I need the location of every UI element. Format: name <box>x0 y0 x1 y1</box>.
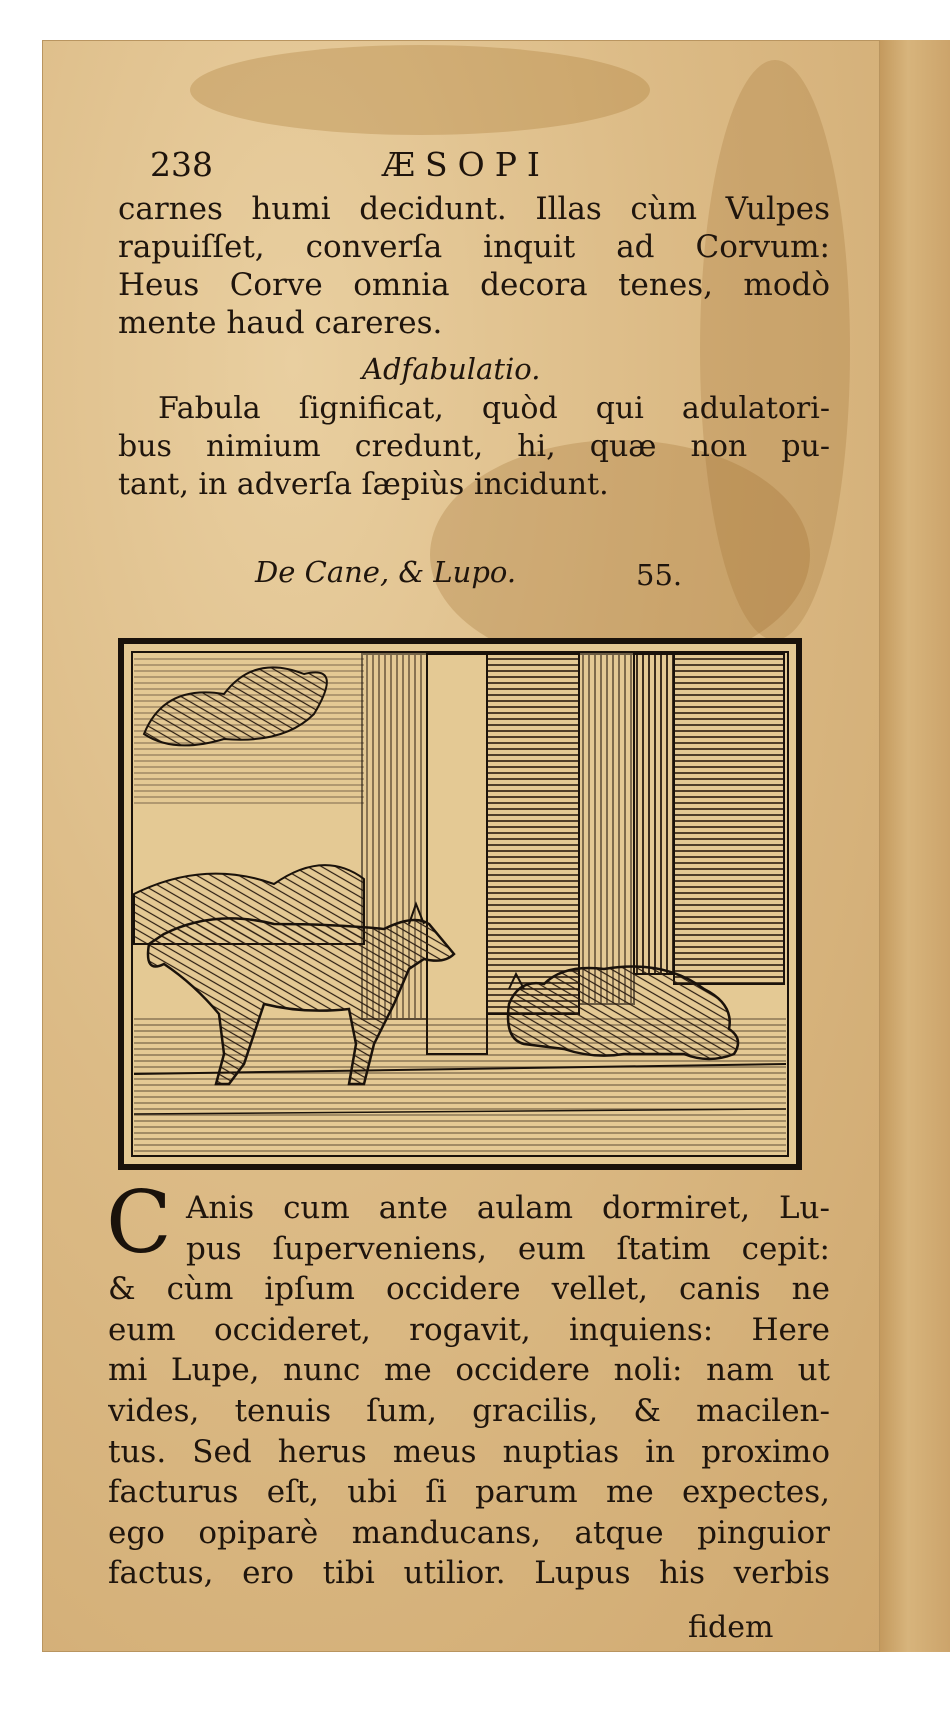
woodcut-drawing <box>124 644 796 1164</box>
fable-text <box>108 1188 830 1594</box>
fable-title: De Cane, & Lupo. <box>255 555 517 589</box>
fable-number: 55. <box>636 558 683 592</box>
page-number: 238 <box>150 145 213 184</box>
text-line: tant, in adverſa ſæpiùs incidunt. <box>118 467 609 502</box>
moral-text <box>118 390 830 504</box>
adjacent-page-edge <box>880 40 950 1652</box>
page-header <box>150 145 840 195</box>
text-line: rapuiſſet, converſa inquit ad Corvum: <box>118 229 830 265</box>
running-title: ÆSOPI <box>382 145 550 184</box>
text-line: facturus eſt, ubi ſi parum me expectes, <box>108 1474 830 1511</box>
text-line: & cùm ipſum occidere vellet, canis ne <box>108 1271 830 1308</box>
pillar <box>579 654 634 1004</box>
woodcut-illustration <box>118 638 802 1170</box>
text-line: pus ſuperveniens, eum ſtatim cepit: <box>186 1230 830 1267</box>
text-line: carnes humi decidunt. Illas cùm Vulpes <box>118 191 830 227</box>
text-line: mente haud careres. <box>118 305 443 341</box>
doorway <box>487 654 579 1014</box>
text-line: vides, tenuis ſum, gracilis, & macilen- <box>108 1392 830 1429</box>
moral-heading: Adfabulatio. <box>362 352 541 386</box>
text-line: factus, ero tibi utilior. Lupus his verbis <box>108 1555 830 1592</box>
text-line: mi Lupe, nunc me occidere noli: nam ut <box>108 1352 830 1389</box>
wall <box>427 654 487 1054</box>
text-line: eum occideret, rogavit, inquiens: Here <box>108 1311 830 1348</box>
text-line: Anis cum ante aulam dormiret, Lu- <box>186 1190 830 1226</box>
text-line: bus nimium credunt, hi, quæ non pu- <box>118 429 830 464</box>
text-line: ego opiparè manducans, atque pinguior <box>108 1514 830 1551</box>
text-line: Fabula ſignificat, quòd qui adulatori- <box>158 391 830 426</box>
wall <box>674 654 784 984</box>
drop-cap: C <box>106 1173 172 1273</box>
text-line: Heus Corve omnia decora tenes, modò <box>118 267 830 303</box>
previous-fable-ending <box>118 190 830 342</box>
water-stain <box>190 45 650 135</box>
catchword: fidem <box>688 1610 774 1645</box>
text-line: tus. Sed herus meus nuptias in proximo <box>108 1433 830 1470</box>
pillar <box>634 654 674 974</box>
